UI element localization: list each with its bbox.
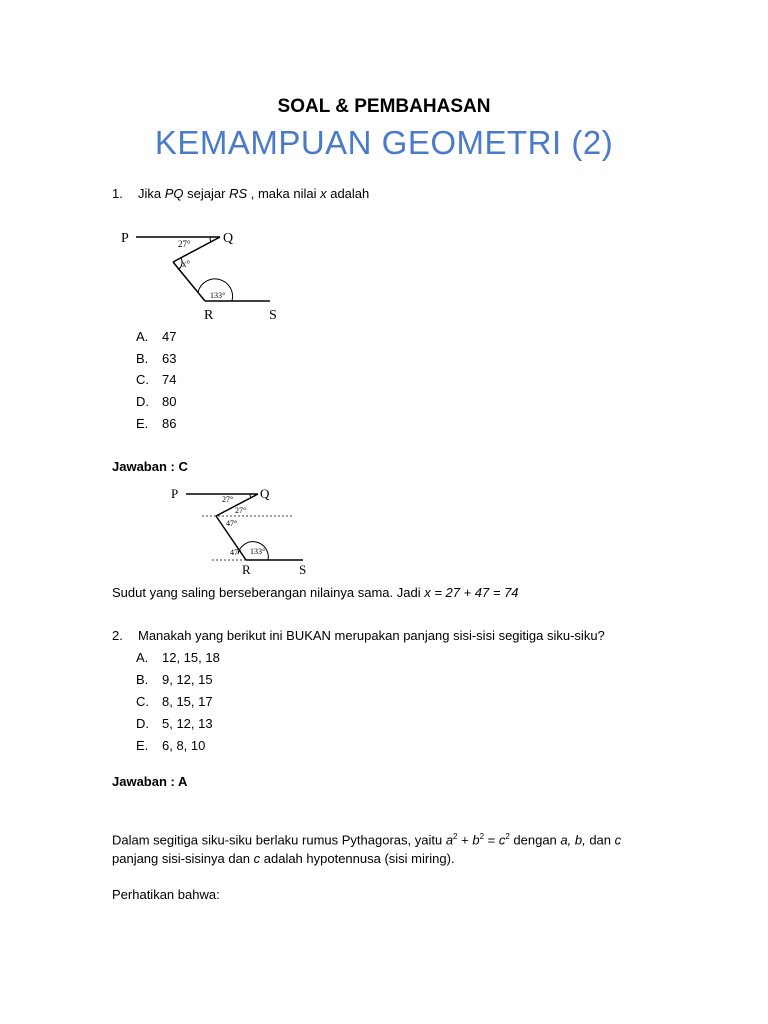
explanation-text [112,585,519,601]
option-value: 6, 8, 10 [162,738,206,753]
question-text: adalah [326,186,370,201]
option-value: 63 [162,351,177,366]
segment-rs: RS [229,186,248,201]
question-text: sejajar [183,186,230,201]
angle-label-r: 133° [210,291,226,300]
angle-label-x: x° [182,259,191,269]
option-letter: C. [136,694,149,709]
option-item [136,716,213,732]
variable-b: b [472,832,480,848]
document-heading: SOAL & PEMBAHASAN [277,96,491,117]
question-2 [112,628,605,644]
document-title: KEMAMPUAN GEOMETRI (2) [154,124,614,161]
label-s: S [299,562,307,577]
geometry-figure-question [118,222,293,322]
angle-label-q: 27° [178,239,191,249]
option-letter: A. [136,329,149,344]
paragraph-hypotenuse [112,851,455,867]
question-number: 2. [112,628,123,643]
variables: a, b, [560,832,586,848]
question-text: Jika [138,186,165,201]
option-value: 80 [162,394,177,409]
variable-a: a [445,832,454,848]
option-item [136,394,176,410]
exponent: 2 [505,832,510,841]
option-item [136,694,213,710]
label-s: S [269,308,277,322]
paragraph-note: Perhatikan bahwa: [112,887,220,902]
angle-label: 47° [226,519,238,528]
paragraph-text: Dalam segitiga siku-siku berlaku rumus Pythagoras, yaitu [112,832,446,848]
exponent: 2 [453,832,458,841]
option-item [136,416,176,432]
answer-label: Jawaban : C [112,459,188,474]
option-letter: B. [136,351,149,366]
exponent: 2 [479,832,485,841]
operator: + [457,832,473,848]
option-letter: D. [136,716,149,731]
angle-label: 133° [250,547,266,556]
angle-label: 27° [222,495,234,504]
label-r: R [242,562,251,577]
paragraph-text: adalah hypotennusa (sisi miring). [260,851,455,866]
variable-c: c [614,832,622,848]
variable-c: c [498,832,506,848]
label-p: P [121,231,129,246]
option-item [136,372,176,388]
label-q: Q [260,486,270,501]
option-item [136,738,205,754]
paragraph-text: dan [585,832,615,848]
option-value: 74 [162,372,177,387]
label-r: R [204,308,214,322]
operator: = [484,832,499,848]
option-letter: A. [136,650,149,665]
option-value: 86 [162,416,177,431]
paragraph-pythagoras [112,829,621,848]
option-value: 8, 15, 17 [162,694,213,709]
paragraph-text: panjang sisi-sisinya dan [112,851,254,866]
option-value: 5, 12, 13 [162,716,213,731]
segment-pq: PQ [164,186,184,201]
option-letter: C. [136,372,149,387]
answer-label: Jawaban : A [112,774,188,789]
option-letter: B. [136,672,149,687]
option-value: 47 [162,329,177,344]
option-letter: E. [136,416,149,431]
angle-label: 27° [235,506,247,515]
option-item [136,672,213,688]
question-number: 1. [112,186,123,201]
label-p: P [171,486,179,501]
option-item [136,351,176,367]
option-item [136,329,176,345]
explanation-formula: x = 27 + 47 = 74 [424,585,519,600]
paragraph-text: dengan [509,832,561,848]
question-1 [112,186,369,202]
option-item [136,650,220,666]
label-q: Q [223,231,234,246]
angle-label: 47° [230,548,242,557]
question-text: Manakah yang berikut ini BUKAN merupakan panjang sisi-sisi segitiga siku-siku? [138,628,605,643]
option-value: 9, 12, 15 [162,672,213,687]
option-letter: D. [136,394,149,409]
geometry-figure-answer [168,482,318,577]
variable-c: c [253,851,261,866]
explanation-part: Sudut yang saling berseberangan nilainya sama. Jadi [112,585,425,600]
option-value: 12, 15, 18 [162,650,220,665]
question-text: , maka nilai [247,186,321,201]
variable-x: x [320,186,327,201]
option-letter: E. [136,738,149,753]
